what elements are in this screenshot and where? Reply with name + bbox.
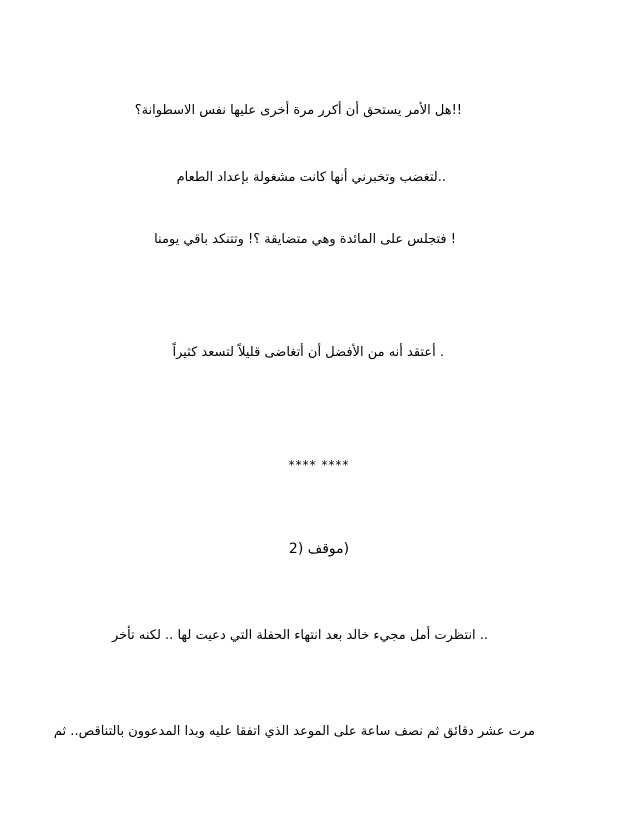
paragraph-line-4: ‏. أعتقد أنه من الأفضل أن أتغاضى قليلاً لتسعد كثيراً bbox=[172, 345, 444, 360]
section-heading: (موقف (2 bbox=[288, 541, 350, 557]
paragraph-line-2: ‏..لتغضب وتخبرني أنها كانت مشغولة بإعداد الطعام bbox=[176, 170, 446, 185]
paragraph-line-3: ‏! فتجلس على المائدة وهي متضايقة ؟! وتتنكد باقي يومنا bbox=[154, 232, 456, 247]
paragraph-line-8: مرت عشر دقائق ثم نصف ساعة على الموعد الذي اتفقا عليه وبدا المدعوون بالتناقص.. ثم bbox=[53, 724, 535, 739]
paragraph-line-1: ‏!!هل الأمر يستحق أن أكرر مرة أخرى عليها نفس الاسطوانة؟ bbox=[134, 103, 462, 118]
paragraph-line-7: ‏.. انتظرت أمل مجيء خالد بعد انتهاء الحفلة التي دعيت لها .. لكنه تأخر bbox=[111, 628, 488, 643]
section-separator: **** **** bbox=[288, 458, 350, 472]
